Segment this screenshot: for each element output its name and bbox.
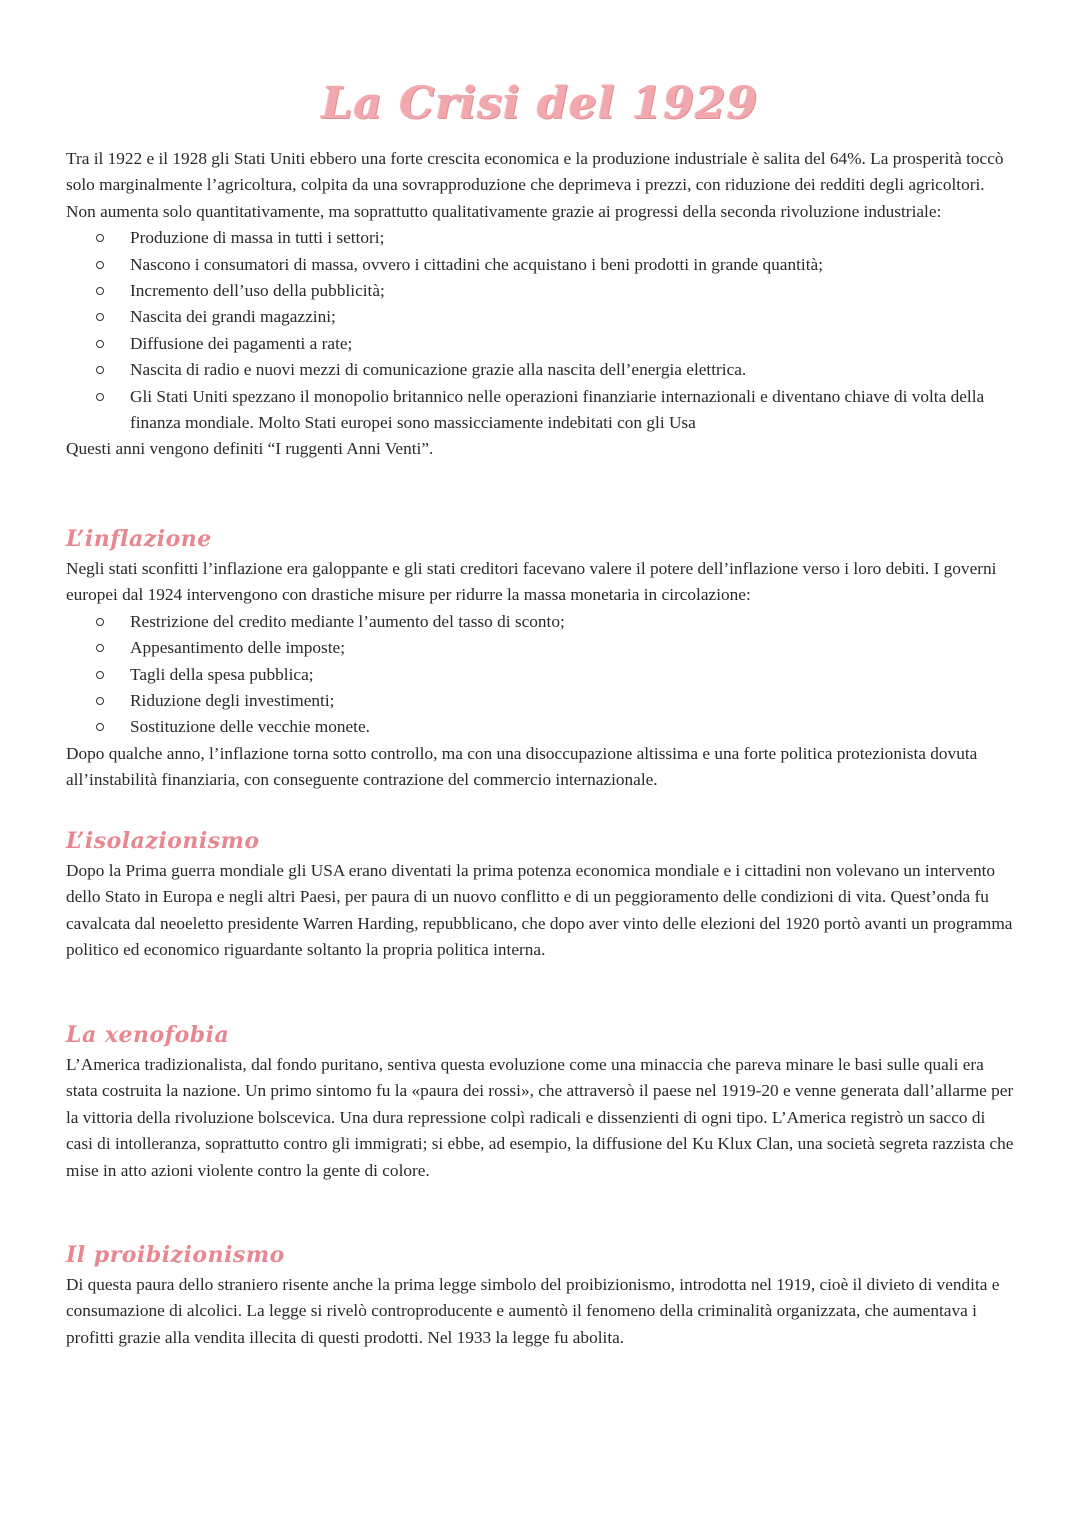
- inflazione-paragraph: Negli stati sconfitti l’inflazione era galoppante e gli stati creditori facevano valere il potere dell’inflazione verso i loro debiti. I governi europei dal 1924 intervengono con drastiche misure per ridurre la massa monetaria in circolazione:: [66, 559, 997, 605]
- inflazione-list: [66, 609, 1016, 741]
- bullet-icon: [96, 261, 104, 269]
- list-item: Restrizione del credito mediante l’aumento del tasso di sconto;: [66, 609, 1016, 635]
- list-item: Appesantimento delle imposte;: [66, 635, 1016, 661]
- page-title: La Crisi del 1929: [321, 78, 759, 129]
- list-item: Gli Stati Uniti spezzano il monopolio britannico nelle operazioni finanziarie internazionali e diventano chiave di volta della finanza mondiale. Molto Stati europei sono massicciamente indebitati con gli Usa: [66, 384, 1016, 437]
- inflazione-closing: Dopo qualche anno, l’inflazione torna sotto controllo, ma con una disoccupazione altissima e una forte politica protezionista dovuta all’instabilità finanziaria, con conseguente contrazione del commercio internazionale.: [66, 743, 978, 790]
- list-item: Nascita di radio e nuovi mezzi di comunicazione grazie alla nascita dell’energia elettrica.: [66, 357, 1016, 383]
- list-item: Sostituzione delle vecchie monete.: [66, 714, 1016, 740]
- bullet-icon: [96, 287, 104, 295]
- bullet-icon: [96, 697, 104, 705]
- isolazionismo-paragraph: Dopo la Prima guerra mondiale gli USA erano diventati la prima potenza economica mondiale e i cittadini non volevano un intervento dello Stato in Europa e negli altri Paesi, per paura di un nuovo conflitto e di un peggioramento delle condizioni di vita. Quest’onda fu cavalcata dal neoeletto presidente Warren Harding, repubblicano, che dopo aver vinto delle elezioni del 1920 portò avanti un programma politico ed economico riguardante soltanto la propria politica interna.: [66, 861, 1013, 960]
- bullet-icon: [96, 671, 104, 679]
- proibizionismo-paragraph: Di questa paura dello straniero risente anche la prima legge simbolo del proibizionismo, introdotta nel 1919, cioè il divieto di vendita e consumazione di alcolici. La legge si rivelò controproducente e aumentò il fenomeno della criminalità organizzata, che aumentava i profitti grazie alla vendita illecita di questi prodotti. Nel 1933 la legge fu abolita.: [66, 1275, 1000, 1347]
- xenofobia-paragraph: L’America tradizionalista, dal fondo puritano, sentiva questa evoluzione come una minaccia che pareva minare le basi sulle quali era stata costruita la nazione. Un primo sintomo fu la «paura dei rossi», che attraversò il paese nel 1919-20 e venne generata dall’allarme per la vittoria della rivoluzione bolscevica. Una dura repressione colpì radicali e dissenzienti di ogni tipo. L’America registrò un sacco di casi di intolleranza, soprattutto contro gli immigrati; si ebbe, ad esempio, la diffusione del Ku Klux Clan, una società segreta razzista che mise in atto azioni violente contro la gente di colore.: [66, 1055, 1014, 1180]
- list-item: Nascita dei grandi magazzini;: [66, 304, 1016, 330]
- section-heading: L’inflazione: [66, 526, 212, 552]
- section-heading: Il proibizionismo: [66, 1242, 285, 1268]
- intro-section: [66, 146, 1016, 463]
- section-heading: La xenofobia: [66, 1022, 230, 1048]
- intro-paragraph: Tra il 1922 e il 1928 gli Stati Uniti ebbero una forte crescita economica e la produzione industriale è salita del 64%. La prosperità toccò solo marginalmente l’agricoltura, colpita da una sovrapproduzione che deprimeva i prezzi, con riduzione dei redditi degli agricoltori. Non aumenta solo quantitativamente, ma soprattutto qualitativamente grazie ai progressi della seconda rivoluzione industriale:: [66, 149, 1004, 221]
- xenofobia-section: [66, 1020, 1016, 1184]
- list-item: Incremento dell’uso della pubblicità;: [66, 278, 1016, 304]
- section-heading: L’isolazionismo: [66, 828, 260, 854]
- list-item: Produzione di massa in tutti i settori;: [66, 225, 1016, 251]
- bullet-icon: [96, 618, 104, 626]
- bullet-icon: [96, 723, 104, 731]
- proibizionismo-section: [66, 1240, 1016, 1351]
- bullet-icon: [96, 393, 104, 401]
- bullet-icon: [96, 644, 104, 652]
- bullet-icon: [96, 366, 104, 374]
- bullet-icon: [96, 340, 104, 348]
- list-item: Riduzione degli investimenti;: [66, 688, 1016, 714]
- isolazionismo-section: [66, 826, 1016, 964]
- list-item: Diffusione dei pagamenti a rate;: [66, 331, 1016, 357]
- list-item: Tagli della spesa pubblica;: [66, 662, 1016, 688]
- bullet-icon: [96, 313, 104, 321]
- bullet-icon: [96, 234, 104, 242]
- list-item: Nascono i consumatori di massa, ovvero i cittadini che acquistano i beni prodotti in grande quantità;: [66, 252, 1016, 278]
- intro-closing: Questi anni vengono definiti “I ruggenti Anni Venti”.: [66, 439, 434, 459]
- inflazione-section: [66, 524, 1016, 794]
- intro-list: [66, 225, 1016, 436]
